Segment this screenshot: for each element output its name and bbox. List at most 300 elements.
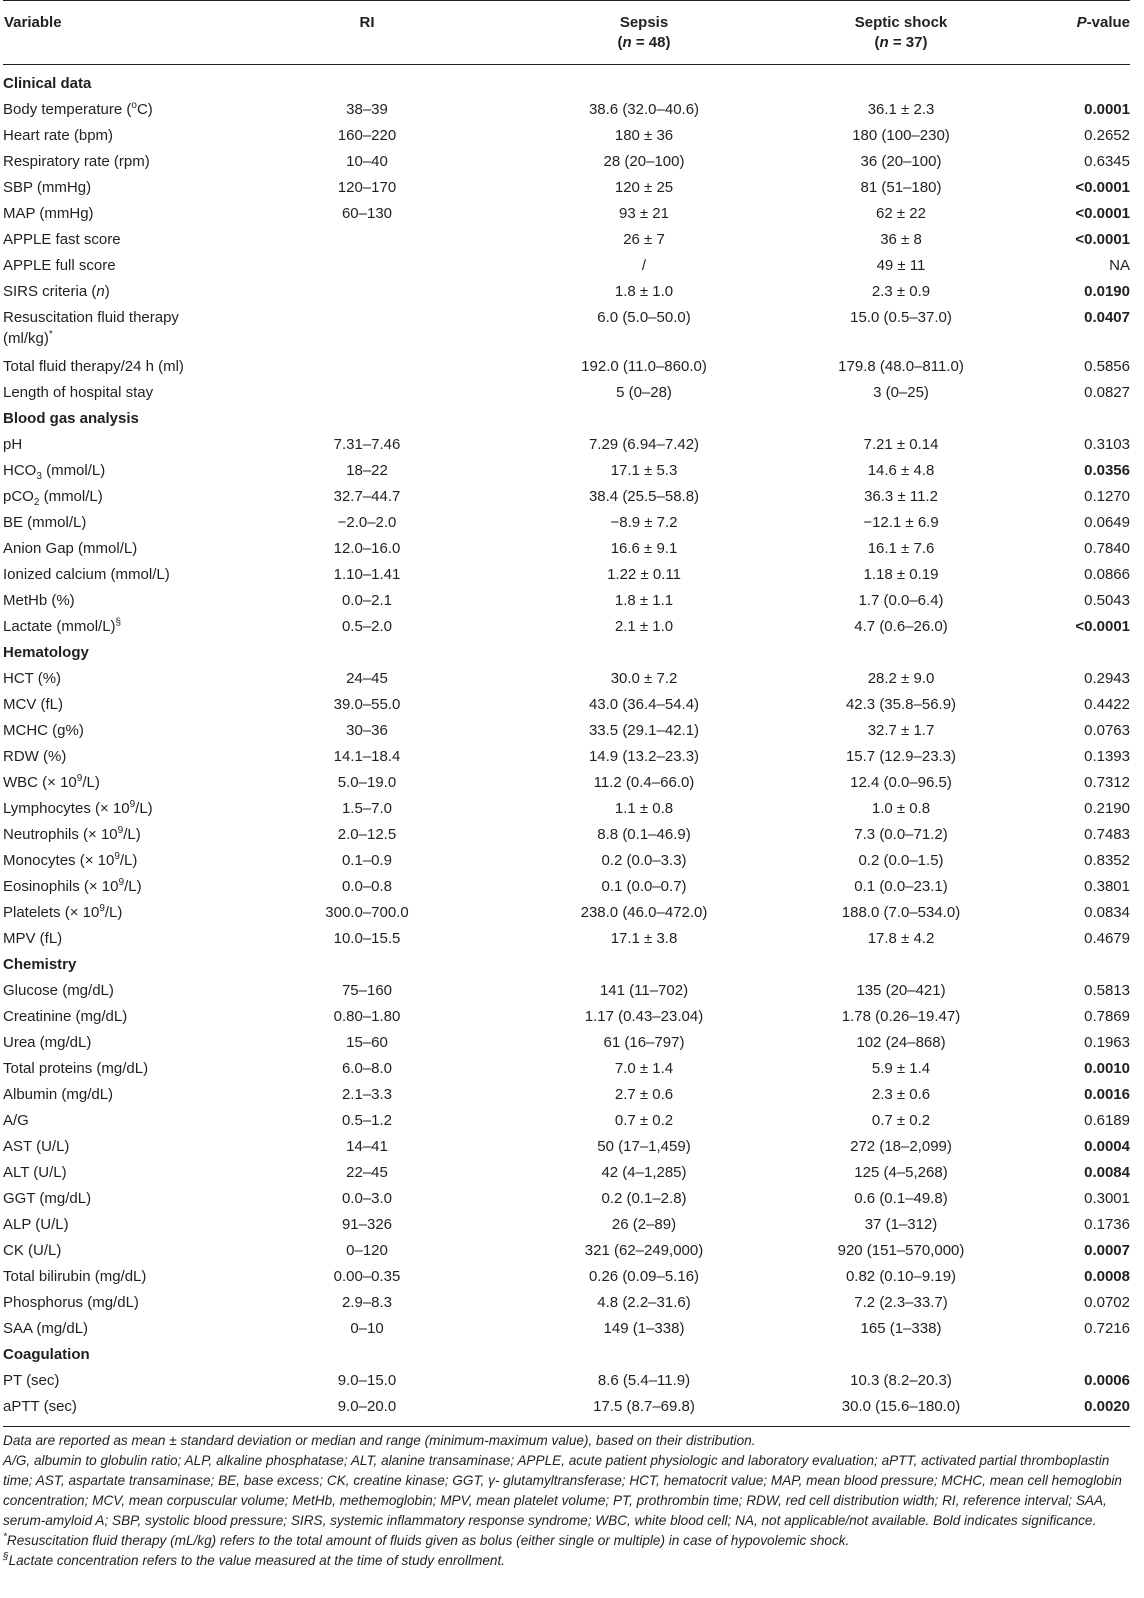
cell-pvalue: 0.0866 xyxy=(1084,566,1130,583)
cell-septic-shock: 125 (4–5,268) xyxy=(854,1164,948,1181)
row-label: MCHC (g%) xyxy=(3,722,84,739)
cell-ri xyxy=(208,227,526,253)
row-label: SAA (mg/dL) xyxy=(3,1320,89,1337)
cell-pvalue: 0.5813 xyxy=(1084,982,1130,999)
cell-ri: 60–130 xyxy=(341,205,393,222)
cell-sepsis: 0.2 (0.0–3.3) xyxy=(601,852,687,869)
results-table xyxy=(3,0,1130,1427)
cell-sepsis: 1.8 ± 1.0 xyxy=(614,283,674,300)
cell-pvalue: <0.0001 xyxy=(1075,618,1130,635)
table-row xyxy=(3,562,1130,588)
table-row xyxy=(3,1160,1130,1186)
table-row xyxy=(3,279,1130,305)
cell-ri: 2.0–12.5 xyxy=(337,826,397,843)
cell-ri: 91–326 xyxy=(341,1216,393,1233)
header-variable: Variable xyxy=(3,1,208,65)
cell-ri xyxy=(208,354,526,380)
row-label: SIRS criteria (n) xyxy=(3,283,110,300)
table-row xyxy=(3,123,1130,149)
cell-pvalue: 0.2943 xyxy=(1084,670,1130,687)
cell-sepsis: 14.9 (13.2–23.3) xyxy=(588,748,700,765)
row-label: Eosinophils (× $10^9/L$) xyxy=(3,877,142,895)
cell-sepsis: 0.2 (0.1–2.8) xyxy=(601,1190,687,1207)
cell-ri: 38–39 xyxy=(346,101,388,118)
cell-sepsis: 42 (4–1,285) xyxy=(601,1164,687,1181)
table-row xyxy=(3,354,1130,380)
cell-septic-shock: 0.6 (0.1–49.8) xyxy=(854,1190,948,1207)
cell-ri: 18–22 xyxy=(346,462,388,479)
cell-ri xyxy=(208,305,526,354)
table-row xyxy=(3,796,1130,822)
cell-sepsis: 141 (11–702) xyxy=(599,982,689,999)
table-row xyxy=(3,770,1130,796)
table-row xyxy=(3,666,1130,692)
cell-pvalue: 0.0007 xyxy=(1084,1242,1130,1259)
table-row xyxy=(3,1264,1130,1290)
footnote: A/G, albumin to globulin ratio; ALP, alkaline phosphatase; ALT, alanine transaminase; APPLE, acute patient physiologic and laboratory evaluation; aPTT, activated partial thromboplastin time; AST, aspartate transaminase; BE, base excess; CK, creatine kinase; GGT, γ- glutamyltransferase; HCT, hematocrit value; MAP, mean blood pressure; MCHC, mean cell hemoglobin concentration; MCV, mean corpuscular volume; MetHb, methemoglobin; MPV, mean platelet volume; PT, prothrombin time; RDW, red cell distribution width; RI, reference interval; SAA, serum-amyloid A; SBP, systolic blood pressure; SIRS, systemic inflammatory response syndrome; WBC, white blood cell; NA, not applicable/not available. Bold indicates significance. xyxy=(3,1453,1122,1528)
cell-sepsis: 17.1 ± 5.3 xyxy=(610,462,678,479)
row-label: MAP (mmHg) xyxy=(3,205,94,222)
row-label: Phosphorus (mg/dL) xyxy=(3,1294,139,1311)
cell-ri: 0.5–2.0 xyxy=(341,618,393,635)
cell-pvalue: <0.0001 xyxy=(1075,205,1130,222)
cell-septic-shock: 102 (24–868) xyxy=(856,1034,946,1051)
cell-septic-shock: 1.78 (0.26–19.47) xyxy=(841,1008,961,1025)
cell-pvalue: 0.1270 xyxy=(1084,488,1130,505)
cell-sepsis: 0.7 ± 0.2 xyxy=(614,1112,674,1129)
table-row xyxy=(3,484,1130,510)
cell-sepsis: 11.2 (0.4–66.0) xyxy=(593,774,695,791)
cell-sepsis: 50 (17–1,459) xyxy=(597,1138,691,1155)
cell-sepsis: 6.0 (5.0–50.0) xyxy=(597,309,691,326)
cell-pvalue: 0.3001 xyxy=(1084,1190,1130,1207)
cell-septic-shock: 188.0 (7.0–534.0) xyxy=(841,904,961,921)
table-row xyxy=(3,97,1130,123)
cell-pvalue: 0.7840 xyxy=(1084,540,1130,557)
cell-pvalue: 0.3103 xyxy=(1084,436,1130,453)
table-row xyxy=(3,926,1130,952)
table-row xyxy=(3,380,1130,406)
cell-septic-shock: 32.7 ± 1.7 xyxy=(867,722,935,739)
cell-pvalue: 0.5856 xyxy=(1084,358,1130,375)
row-label: ALT (U/L) xyxy=(3,1164,67,1181)
cell-ri: 7.31–7.46 xyxy=(333,436,401,453)
cell-septic-shock: 30.0 (15.6–180.0) xyxy=(762,1394,1040,1427)
cell-ri: 0.5–1.2 xyxy=(341,1112,393,1129)
cell-ri: 5.0–19.0 xyxy=(337,774,397,791)
cell-ri: 15–60 xyxy=(346,1034,388,1051)
section-header-row xyxy=(3,65,1130,98)
section-title: Hematology xyxy=(3,644,89,661)
table-row xyxy=(3,1238,1130,1264)
cell-septic-shock: 179.8 (48.0–811.0) xyxy=(838,358,964,375)
row-label: RDW (%) xyxy=(3,748,67,765)
cell-ri: 0–10 xyxy=(350,1320,384,1337)
cell-sepsis: 26 (2–89) xyxy=(611,1216,677,1233)
cell-septic-shock: 272 (18–2,099) xyxy=(850,1138,952,1155)
cell-ri: 12.0–16.0 xyxy=(333,540,401,557)
cell-ri: 0.00–0.35 xyxy=(333,1268,401,1285)
cell-sepsis: 93 ± 21 xyxy=(619,205,669,222)
section-title: Chemistry xyxy=(3,956,77,973)
table-row xyxy=(3,1316,1130,1342)
cell-pvalue: <0.0001 xyxy=(1075,231,1130,248)
cell-pvalue: 0.5043 xyxy=(1084,592,1130,609)
row-label: MPV (fL) xyxy=(3,930,63,947)
cell-septic-shock: 4.7 (0.6–26.0) xyxy=(854,618,948,635)
cell-sepsis: 17.5 (8.7–69.8) xyxy=(526,1394,762,1427)
cell-pvalue: 0.0004 xyxy=(1084,1138,1130,1155)
cell-sepsis: 33.5 (29.1–42.1) xyxy=(588,722,700,739)
cell-pvalue: 0.0702 xyxy=(1084,1294,1130,1311)
row-label: Body temperature ($^o$C) xyxy=(3,100,153,118)
cell-ri: 0.0–0.8 xyxy=(341,878,393,895)
row-label: WBC (× $10^9/L$) xyxy=(3,773,100,791)
table-row xyxy=(3,1030,1130,1056)
cell-septic-shock: 1.18 ± 0.19 xyxy=(863,566,939,583)
section-header-row xyxy=(3,640,1130,666)
cell-septic-shock: 10.3 (8.2–20.3) xyxy=(850,1372,952,1389)
row-label: pH xyxy=(3,436,23,453)
cell-ri: 32.7–44.7 xyxy=(333,488,401,505)
cell-pvalue: 0.0016 xyxy=(1084,1086,1130,1103)
row-label: A/G xyxy=(3,1112,29,1129)
cell-ri: 0.80–1.80 xyxy=(333,1008,401,1025)
row-label: Monocytes (× $10^9/L$) xyxy=(3,851,138,869)
cell-sepsis: 7.29 (6.94–7.42) xyxy=(588,436,700,453)
row-label: Urea (mg/dL) xyxy=(3,1034,92,1051)
row-label: Heart rate (bpm) xyxy=(3,127,114,144)
cell-sepsis: 149 (1–338) xyxy=(603,1320,685,1337)
cell-sepsis: −8.9 ± 7.2 xyxy=(610,514,678,531)
section-header-row xyxy=(3,952,1130,978)
cell-septic-shock: 36.1 ± 2.3 xyxy=(867,101,935,118)
cell-pvalue: 0.8352 xyxy=(1084,852,1130,869)
row-label: Glucose (mg/dL) xyxy=(3,982,114,999)
header-septic-shock-label: Septic shock xyxy=(854,14,948,31)
section-title: Clinical data xyxy=(3,75,92,92)
cell-pvalue: 0.0649 xyxy=(1084,514,1130,531)
row-label: $HCO_3$ (mmol/L) xyxy=(3,462,106,482)
cell-pvalue: 0.0006 xyxy=(1084,1372,1130,1389)
section-title: Blood gas analysis xyxy=(3,410,139,427)
cell-pvalue: 0.0407 xyxy=(1084,309,1130,326)
cell-septic-shock: 37 (1–312) xyxy=(864,1216,938,1233)
cell-sepsis: 8.6 (5.4–11.9) xyxy=(597,1372,691,1389)
cell-sepsis: 1.22 ± 0.11 xyxy=(607,566,681,583)
cell-septic-shock: −12.1 ± 6.9 xyxy=(863,514,939,531)
cell-pvalue: 0.7483 xyxy=(1084,826,1130,843)
cell-septic-shock: 12.4 (0.0–96.5) xyxy=(850,774,952,791)
header-septic-shock-n: (n = 37) xyxy=(874,34,928,51)
row-label: Ionized calcium (mmol/L) xyxy=(3,566,170,583)
cell-pvalue: 0.7869 xyxy=(1084,1008,1130,1025)
cell-sepsis: 30.0 ± 7.2 xyxy=(610,670,678,687)
section-header-row xyxy=(3,1342,1130,1368)
cell-ri: 22–45 xyxy=(346,1164,388,1181)
cell-pvalue: 0.2190 xyxy=(1084,800,1130,817)
row-label: ALP (U/L) xyxy=(3,1216,69,1233)
cell-sepsis: 43.0 (36.4–54.4) xyxy=(588,696,700,713)
row-label: Neutrophils (× $10^9/L$) xyxy=(3,825,141,843)
cell-septic-shock: 1.7 (0.0–6.4) xyxy=(858,592,944,609)
cell-septic-shock: 7.21 ± 0.14 xyxy=(863,436,939,453)
table-row xyxy=(3,510,1130,536)
cell-ri: 0.0–2.1 xyxy=(341,592,393,609)
cell-ri: 75–160 xyxy=(341,982,393,999)
cell-sepsis: 180 ± 36 xyxy=(614,127,674,144)
row-label: Lactate (mmol/L)§ xyxy=(3,617,122,635)
cell-sepsis: 7.0 ± 1.4 xyxy=(614,1060,674,1077)
cell-septic-shock: 135 (20–421) xyxy=(856,982,946,999)
cell-ri: 9.0–20.0 xyxy=(208,1394,526,1427)
row-label: MetHb (%) xyxy=(3,592,75,609)
cell-pvalue: 0.0190 xyxy=(1084,283,1130,300)
table-row xyxy=(3,1290,1130,1316)
header-pvalue-rest: -value xyxy=(1086,14,1130,31)
row-label: GGT (mg/dL) xyxy=(3,1190,92,1207)
cell-sepsis: 16.6 ± 9.1 xyxy=(610,540,678,557)
row-label: CK (U/L) xyxy=(3,1242,62,1259)
cell-sepsis: 38.4 (25.5–58.8) xyxy=(588,488,700,505)
table-row xyxy=(3,848,1130,874)
header-pvalue xyxy=(1040,1,1130,65)
cell-ri: 10–40 xyxy=(346,153,388,170)
cell-sepsis: 4.8 (2.2–31.6) xyxy=(597,1294,691,1311)
cell-ri: 6.0–8.0 xyxy=(341,1060,393,1077)
cell-septic-shock: 36.3 ± 11.2 xyxy=(864,488,938,505)
row-label: APPLE fast score xyxy=(3,231,121,248)
table-row xyxy=(3,822,1130,848)
table-row xyxy=(3,458,1130,484)
cell-ri: 0.1–0.9 xyxy=(341,852,393,869)
cell-septic-shock: 0.82 (0.10–9.19) xyxy=(845,1268,957,1285)
row-label: MCV (fL) xyxy=(3,696,63,713)
table-row xyxy=(3,692,1130,718)
cell-pvalue: 0.1736 xyxy=(1084,1216,1130,1233)
table-row xyxy=(3,201,1130,227)
row-label: pCO$_2$ (mmol/L) xyxy=(3,488,103,508)
cell-pvalue: 0.0834 xyxy=(1084,904,1130,921)
cell-ri: 300.0–700.0 xyxy=(325,904,409,921)
cell-septic-shock: 15.0 (0.5–37.0) xyxy=(850,309,952,326)
section-title: Coagulation xyxy=(3,1346,90,1363)
header-ri: RI xyxy=(208,1,526,65)
cell-septic-shock: 14.6 ± 4.8 xyxy=(867,462,935,479)
cell-septic-shock: 920 (151–570,000) xyxy=(837,1242,965,1259)
cell-pvalue: 0.4679 xyxy=(1084,930,1130,947)
table-row xyxy=(3,432,1130,458)
cell-ri: 2.1–3.3 xyxy=(341,1086,393,1103)
row-label: Total proteins (mg/dL) xyxy=(3,1060,149,1077)
table-row xyxy=(3,1186,1130,1212)
cell-pvalue: 0.0010 xyxy=(1084,1060,1130,1077)
cell-ri: 120–170 xyxy=(337,179,397,196)
cell-ri: 14.1–18.4 xyxy=(333,748,401,765)
table-footnotes xyxy=(3,1427,1130,1571)
table-row xyxy=(3,978,1130,1004)
cell-septic-shock: 17.8 ± 4.2 xyxy=(867,930,935,947)
cell-septic-shock: 7.3 (0.0–71.2) xyxy=(854,826,948,843)
cell-septic-shock: 42.3 (35.8–56.9) xyxy=(845,696,957,713)
cell-septic-shock: 16.1 ± 7.6 xyxy=(867,540,935,557)
row-label: Total fluid therapy/24 h (ml) xyxy=(3,358,184,375)
cell-sepsis: / xyxy=(641,257,647,274)
cell-sepsis: 238.0 (46.0–472.0) xyxy=(580,904,708,921)
header-sepsis xyxy=(526,1,762,65)
cell-sepsis: 120 ± 25 xyxy=(614,179,674,196)
cell-pvalue: 0.0008 xyxy=(1084,1268,1130,1285)
cell-septic-shock: 49 ± 11 xyxy=(876,257,926,274)
cell-septic-shock: 1.0 ± 0.8 xyxy=(871,800,931,817)
row-label: Platelets (× $10^9/L$) xyxy=(3,903,123,921)
row-label: SBP (mmHg) xyxy=(3,179,92,196)
row-label: AST (U/L) xyxy=(3,1138,70,1155)
cell-septic-shock: 0.1 (0.0–23.1) xyxy=(854,878,948,895)
header-sepsis-n: (n = 48) xyxy=(617,34,671,51)
cell-pvalue: 0.1963 xyxy=(1084,1034,1130,1051)
header-pvalue-p: P xyxy=(1076,14,1087,31)
cell-sepsis: 26 ± 7 xyxy=(623,231,665,248)
cell-sepsis: 1.8 ± 1.1 xyxy=(614,592,674,609)
table-row xyxy=(3,1108,1130,1134)
row-label: HCT (%) xyxy=(3,670,62,687)
table-row xyxy=(3,614,1130,640)
cell-septic-shock: 0.7 ± 0.2 xyxy=(871,1112,931,1129)
cell-septic-shock: 28.2 ± 9.0 xyxy=(867,670,935,687)
cell-septic-shock: 165 (1–338) xyxy=(860,1320,942,1337)
cell-septic-shock: 36 (20–100) xyxy=(860,153,942,170)
row-label: Lymphocytes (× $10^9/L$) xyxy=(3,799,153,817)
cell-septic-shock: 5.9 ± 1.4 xyxy=(871,1060,931,1077)
cell-pvalue: 0.0020 xyxy=(1040,1394,1130,1427)
cell-sepsis: 0.26 (0.09–5.16) xyxy=(588,1268,700,1285)
row-label: BE (mmol/L) xyxy=(3,514,87,531)
cell-ri: 10.0–15.5 xyxy=(333,930,401,947)
table-row xyxy=(3,149,1130,175)
section-header-row xyxy=(3,406,1130,432)
row-label: Albumin (mg/dL) xyxy=(3,1086,114,1103)
cell-ri xyxy=(208,279,526,305)
cell-septic-shock: 62 ± 22 xyxy=(876,205,926,222)
row-label: Creatinine (mg/dL) xyxy=(3,1008,128,1025)
table-row xyxy=(3,1056,1130,1082)
table-row xyxy=(3,253,1130,279)
table-row xyxy=(3,718,1130,744)
cell-ri: 0–120 xyxy=(346,1242,388,1259)
cell-ri xyxy=(208,380,526,406)
row-label: Anion Gap (mmol/L) xyxy=(3,540,138,557)
cell-septic-shock: 0.2 (0.0–1.5) xyxy=(858,852,944,869)
footnote: Data are reported as mean ± standard deviation or median and range (minimum-maximum value), based on their distribution. xyxy=(3,1433,756,1448)
footnote: §Lactate concentration refers to the value measured at the time of study enrollment. xyxy=(3,1551,506,1568)
row-label: PT (sec) xyxy=(3,1372,60,1389)
cell-ri: 39.0–55.0 xyxy=(333,696,401,713)
cell-pvalue: 0.7312 xyxy=(1084,774,1130,791)
cell-pvalue: 0.0763 xyxy=(1084,722,1130,739)
cell-sepsis: 1.17 (0.43–23.04) xyxy=(584,1008,704,1025)
table-row xyxy=(3,588,1130,614)
cell-pvalue: 0.6345 xyxy=(1084,153,1130,170)
table-row xyxy=(3,1004,1130,1030)
cell-sepsis: 5 (0–28) xyxy=(616,384,672,401)
cell-ri: 0.0–3.0 xyxy=(341,1190,393,1207)
cell-ri: 1.5–7.0 xyxy=(341,800,393,817)
cell-sepsis: 28 (20–100) xyxy=(603,153,685,170)
table-row xyxy=(3,1082,1130,1108)
cell-septic-shock: 36 ± 8 xyxy=(880,231,922,248)
cell-ri: −2.0–2.0 xyxy=(337,514,397,531)
cell-ri: 24–45 xyxy=(346,670,388,687)
cell-septic-shock: 15.7 (12.9–23.3) xyxy=(845,748,957,765)
cell-pvalue: 0.0356 xyxy=(1084,462,1130,479)
cell-pvalue: 0.0827 xyxy=(1084,384,1130,401)
footnote: *Resuscitation fluid therapy (mL/kg) refers to the total amount of fluids given as bolus (either single or multiple) in case of hypovolemic shock. xyxy=(3,1531,850,1548)
cell-ri: 9.0–15.0 xyxy=(337,1372,397,1389)
table-row xyxy=(3,744,1130,770)
cell-septic-shock: 7.2 (2.3–33.7) xyxy=(854,1294,948,1311)
row-label: aPTT (sec) xyxy=(3,1394,208,1427)
cell-sepsis: 192.0 (11.0–860.0) xyxy=(581,358,707,375)
cell-sepsis: 2.7 ± 0.6 xyxy=(614,1086,674,1103)
cell-ri xyxy=(208,253,526,279)
cell-sepsis: 61 (16–797) xyxy=(603,1034,685,1051)
cell-pvalue: 0.7216 xyxy=(1084,1320,1130,1337)
cell-ri: 2.9–8.3 xyxy=(341,1294,393,1311)
table-row xyxy=(3,874,1130,900)
cell-sepsis: 17.1 ± 3.8 xyxy=(610,930,678,947)
cell-sepsis: 321 (62–249,000) xyxy=(584,1242,704,1259)
cell-septic-shock: 180 (100–230) xyxy=(852,127,950,144)
cell-pvalue: 0.1393 xyxy=(1084,748,1130,765)
cell-septic-shock: 2.3 ± 0.6 xyxy=(871,1086,931,1103)
cell-pvalue: 0.0084 xyxy=(1084,1164,1130,1181)
cell-pvalue: 0.0001 xyxy=(1084,101,1130,118)
table-row xyxy=(3,1134,1130,1160)
cell-pvalue: 0.4422 xyxy=(1084,696,1130,713)
cell-ri: 1.10–1.41 xyxy=(333,566,401,583)
table-row xyxy=(3,900,1130,926)
row-label: APPLE full score xyxy=(3,257,116,274)
header-sepsis-label: Sepsis xyxy=(619,14,669,31)
cell-sepsis: 8.8 (0.1–46.9) xyxy=(597,826,691,843)
cell-pvalue: 0.2652 xyxy=(1084,127,1130,144)
row-label: Total bilirubin (mg/dL) xyxy=(3,1268,147,1285)
table-body xyxy=(3,65,1130,1427)
table-header-row xyxy=(3,1,1130,65)
header-septic-shock xyxy=(762,1,1040,65)
cell-septic-shock: 81 (51–180) xyxy=(860,179,942,196)
table-row xyxy=(3,1394,1130,1427)
cell-pvalue: <0.0001 xyxy=(1075,179,1130,196)
table-row xyxy=(3,227,1130,253)
row-label: Respiratory rate (rpm) xyxy=(3,153,150,170)
cell-ri: 14–41 xyxy=(346,1138,388,1155)
table-row xyxy=(3,1368,1130,1394)
cell-septic-shock: 3 (0–25) xyxy=(873,384,929,401)
row-label: Resuscitation fluid therapy (ml/kg)* xyxy=(3,309,179,347)
cell-sepsis: 2.1 ± 1.0 xyxy=(614,618,674,635)
cell-pvalue: NA xyxy=(1109,257,1130,274)
table-row xyxy=(3,305,1130,354)
cell-sepsis: 38.6 (32.0–40.6) xyxy=(588,101,700,118)
row-label: Length of hospital stay xyxy=(3,384,154,401)
table-row xyxy=(3,175,1130,201)
cell-ri: 30–36 xyxy=(346,722,388,739)
cell-sepsis: 1.1 ± 0.8 xyxy=(614,800,674,817)
cell-pvalue: 0.3801 xyxy=(1084,878,1130,895)
table-row xyxy=(3,1212,1130,1238)
